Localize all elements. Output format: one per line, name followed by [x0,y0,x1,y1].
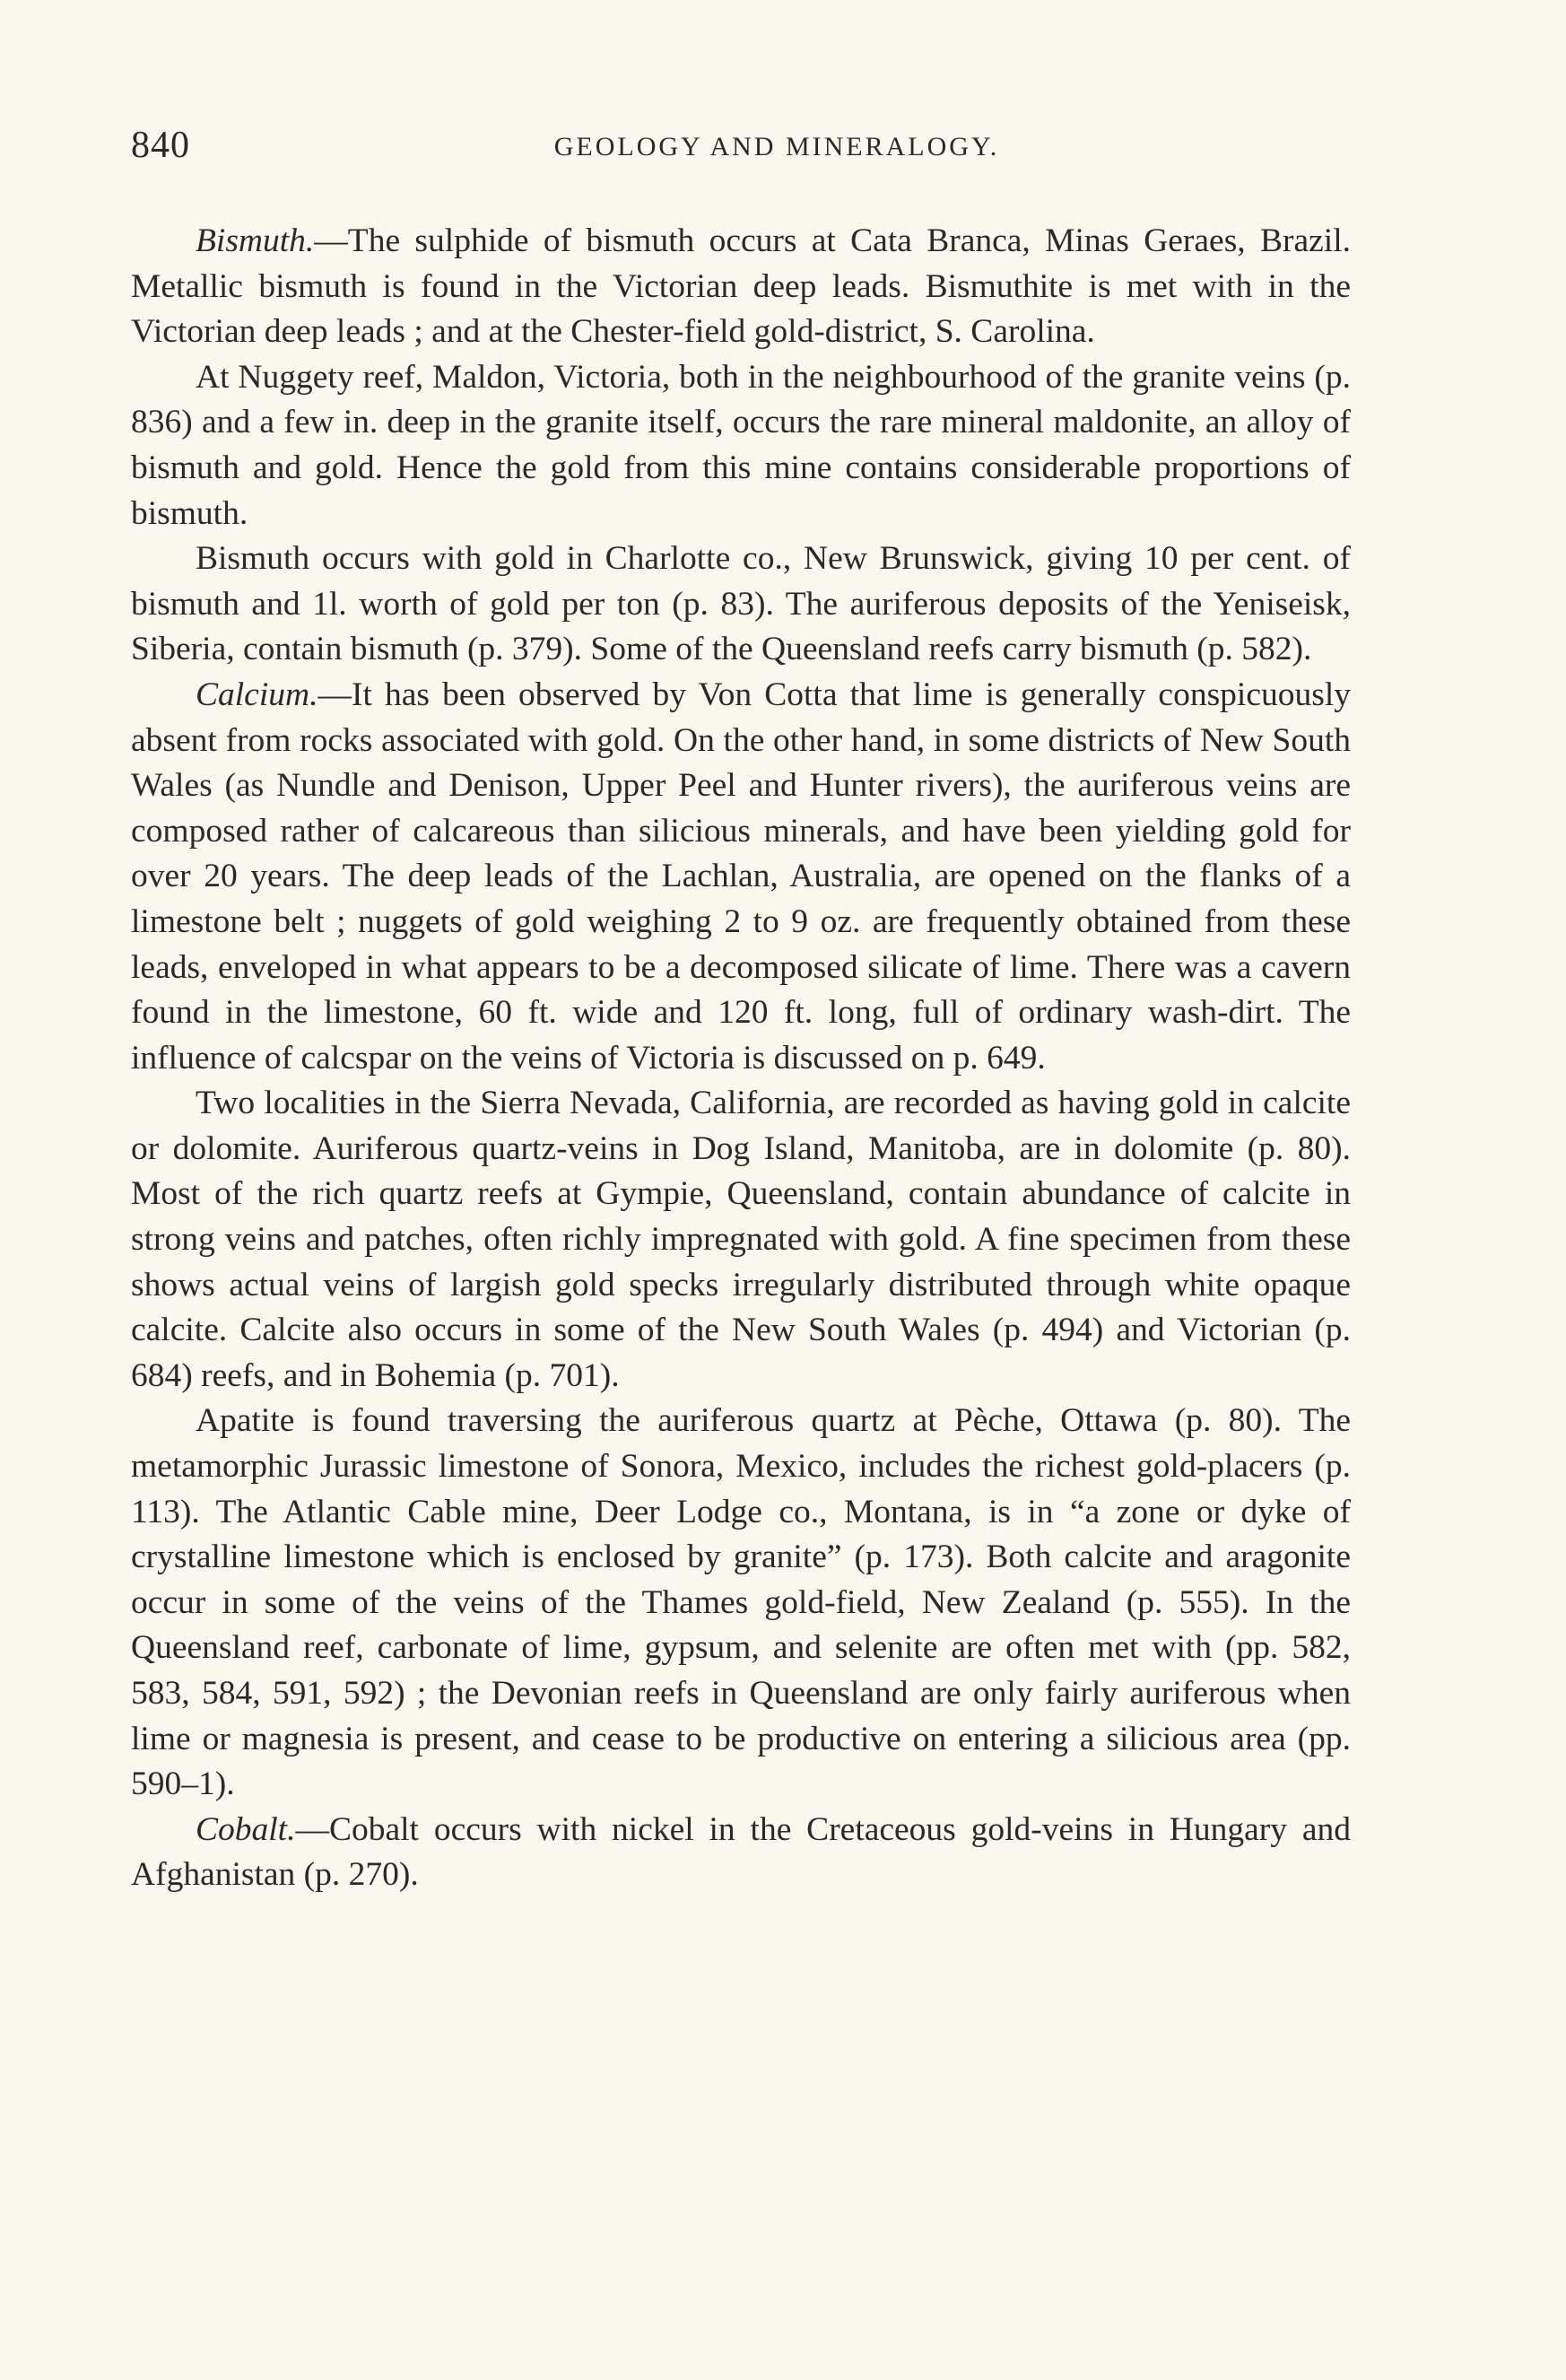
paragraph-cobalt [131,1808,1351,1898]
topic-heading-calcium: Calcium. [196,676,318,713]
topic-heading-bismuth: Bismuth. [196,222,315,259]
book-page [131,118,1351,1898]
topic-heading-cobalt: Cobalt. [196,1810,296,1848]
paragraph-text: —Cobalt occurs with nickel in the Cretaceous gold-veins in Hungary and Afghanistan (p. 270). [131,1810,1351,1894]
paragraph-calcium [131,673,1351,1081]
paragraph-bismuth-localities [131,536,1351,673]
page-header [131,118,1351,172]
paragraph-text: —The sulphide of bismuth occurs at Cata Branca, Minas Geraes, Brazil. Metallic bismuth is found in the Victorian deep leads. Bismuthite is met with in the Victorian deep leads ; and at the Chester-field gold-district, S. Carolina. [131,222,1351,351]
paragraph-bismuth [131,219,1351,355]
page-number: 840 [131,125,190,166]
paragraph-text: —It has been observed by Von Cotta that lime is generally conspicuously absent from rocks associated with gold. On the other hand, in some districts of New South Wales (as Nundle and Denison, Upper Peel and Hunter rivers), the auriferous veins are composed rather of calcareous than silicious minerals, and have been yielding gold for over 20 years. The deep leads of the Lachlan, Australia, are opened on the flanks of a limestone belt ; nuggets of gold weighing 2 to 9 oz. are frequently obtained from these leads, enveloped in what appears to be a decomposed silicate of lime. There was a cavern found in the limestone, 60 ft. wide and 120 ft. long, full of ordinary wash-dirt. The influence of calcspar on the veins of Victoria is discussed on p. 649. [131,676,1351,1077]
running-title: GEOLOGY AND MINERALOGY. [553,132,1000,161]
paragraph-text: Apatite is found traversing the auriferous quartz at Pèche, Ottawa (p. 80). The metamorphic Jurassic limestone of Sonora, Mexico, includes the richest gold-placers (p. 113). The Atlantic Cable mine, Deer Lodge co., Montana, is in “a zone or dyke of crystalline limestone which is enclosed by granite” (p. 173). Both calcite and aragonite occur in some of the veins of the Thames gold-field, New Zealand (p. 555). In the Queensland reef, carbonate of lime, gypsum, and selenite are often met with (pp. 582, 583, 584, 591, 592) ; the Devonian reefs in Queensland are only fairly auriferous when lime or magnesia is present, and cease to be productive on entering a silicious area (pp. 590–1). [131,1402,1351,1803]
paragraph-text: Two localities in the Sierra Nevada, California, are recorded as having gold in calcite or dolomite. Auriferous quartz-veins in Dog Island, Manitoba, are in dolomite (p. 80). Most of the rich quartz reefs at Gympie, Queensland, contain abundance of calcite in strong veins and patches, often richly impregnated with gold. A fine specimen from these shows actual veins of largish gold specks irregularly distributed through white opaque calcite. Calcite also occurs in some of the New South Wales (p. 494) and Victorian (p. 684) reefs, and in Bohemia (p. 701). [131,1085,1351,1394]
paragraph-text: Bismuth occurs with gold in Charlotte co., New Brunswick, giving 10 per cent. of bismuth and 1l. worth of gold per ton (p. 83). The auriferous deposits of the Yeniseisk, Siberia, contain bismuth (p. 379). Some of the Queensland reefs carry bismuth (p. 582). [131,540,1351,668]
paragraph-maldon [131,355,1351,536]
paragraph-apatite [131,1399,1351,1807]
paragraph-text: At Nuggety reef, Maldon, Victoria, both in the neighbourhood of the granite veins (p. 836) and a few in. deep in the granite itself, occurs the rare mineral maldonite, an alloy of bismuth and gold. Hence the gold from this mine contains considerable proportions of bismuth. [131,358,1351,532]
page-body [131,219,1351,1898]
paragraph-calcite-localities [131,1081,1351,1399]
